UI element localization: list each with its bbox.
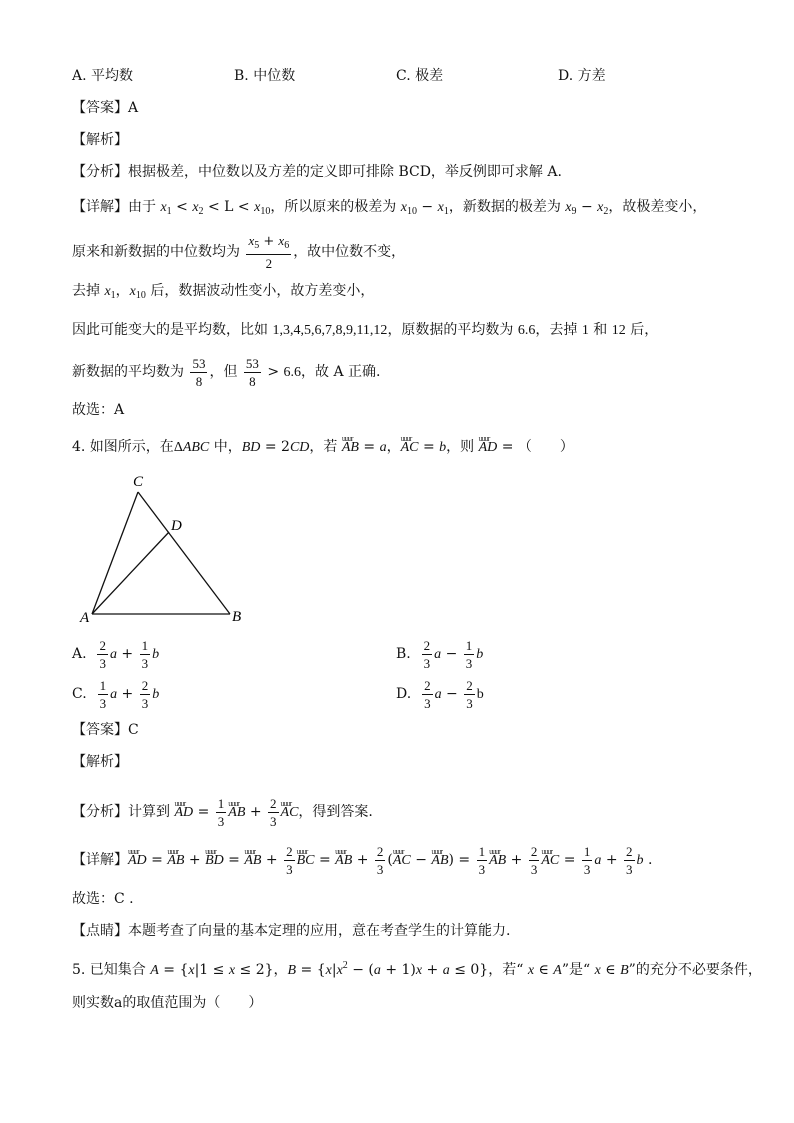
q4-fenxi-line: 【分析】计算到 uuur AD = $\frac{1}{3}$ uuur AB + $\frac{2}{3}$ uuur AC，得到答案. <box>72 792 373 832</box>
q4-detail-line: 【详解】uuur AD = uuur AB + uuur BD = uuur AB + $\frac{2}{3}$ uuur BC = uuur AB + $\frac{2}{3}$ (uuur AC − uuur AB) = $\frac{1}{3}$ uuur AB + $\frac{2}{3}$ uuur AC = $\frac{1}{3}$ a + $\frac{2}{3}$ b . <box>72 840 652 880</box>
detail-line-3: 去掉 $x_1$，$x_{10}$ 后，数据波动性变小，故方差变小， <box>72 283 375 301</box>
conclusion-q3: 故选：A <box>72 402 125 418</box>
fenxi-line: 【分析】根据极差，中位数以及方差的定义即可排除 BCD，举反例即可求解 A. <box>72 164 562 180</box>
question-5-line-2: 则实数a的取值范围为（ ） <box>72 995 263 1011</box>
segment-ad <box>92 532 169 614</box>
option-a: A. 平均数 <box>72 68 134 84</box>
label-a: A <box>80 610 90 626</box>
question-5-stem: 5. 已知集合 A = {x|1 ≤ x ≤ 2}，$B = \{x|x^2 - (a + 1)x + a \le 0\}$，若“ x ∈ A”是“ x ∈ B”的充分不必要条件， <box>72 960 762 978</box>
analysis-heading: 【解析】 <box>72 132 128 148</box>
q4-option-d: D. $\frac{2}{3}$ a − $\frac{2}{3}$ b <box>396 677 484 711</box>
detail-line-4: 因此可能变大的是平均数，比如 1,3,4,5,6,7,8,9,11,12，原数据的平均数为 6.6，去掉 1 和 12 后， <box>72 322 659 338</box>
detail-line-2: 原来和新数据的中位数均为 $\frac{x_5 + x_6}{2}$ ，故中位数不变， <box>72 233 406 271</box>
q4-answer-line: 【答案】C <box>72 722 139 738</box>
option-b: B. 中位数 <box>234 68 296 84</box>
detail-line-1: 【详解】由于 $x_1 < x_2 < L < x_{10}$，所以原来的极差为 $x_{10} - x_1$，新数据的极差为 $x_9 - x_2$，故极差变小， <box>72 199 707 217</box>
q4-option-c: C. $\frac{1}{3}$ a + $\frac{2}{3}$ b <box>72 677 160 711</box>
side-cb <box>138 492 230 614</box>
q4-analysis-heading: 【解析】 <box>72 754 128 770</box>
option-d: D. 方差 <box>558 68 606 84</box>
label-b: B <box>232 609 242 625</box>
label-c: C <box>133 474 144 490</box>
q4-dianjing: 【点睛】本题考查了向量的基本定理的应用，意在考查学生的计算能力. <box>72 923 511 939</box>
q4-option-b: B. $\frac{2}{3}$ a − $\frac{1}{3}$ b <box>396 637 484 671</box>
q4-option-a: A. $\frac{2}{3}$ a + $\frac{1}{3}$ b <box>72 637 160 671</box>
side-ca <box>92 492 138 614</box>
question-4-stem: 4. 如图所示，在ΔABC 中，BD = 2CD，若 uuur AB = a，uuur AC = b，则 uuur AD = （ ） <box>72 437 574 458</box>
option-c: C. 极差 <box>396 68 444 84</box>
label-d: D <box>171 518 182 534</box>
triangle-figure <box>72 470 262 630</box>
q4-conclusion: 故选：C . <box>72 891 134 907</box>
answer-line: 【答案】A <box>72 100 139 116</box>
detail-line-5: 新数据的平均数为 $\frac{53}{8}$ ，但 $\frac{53}{8}$ > 6.6，故 A 正确. <box>72 355 381 389</box>
